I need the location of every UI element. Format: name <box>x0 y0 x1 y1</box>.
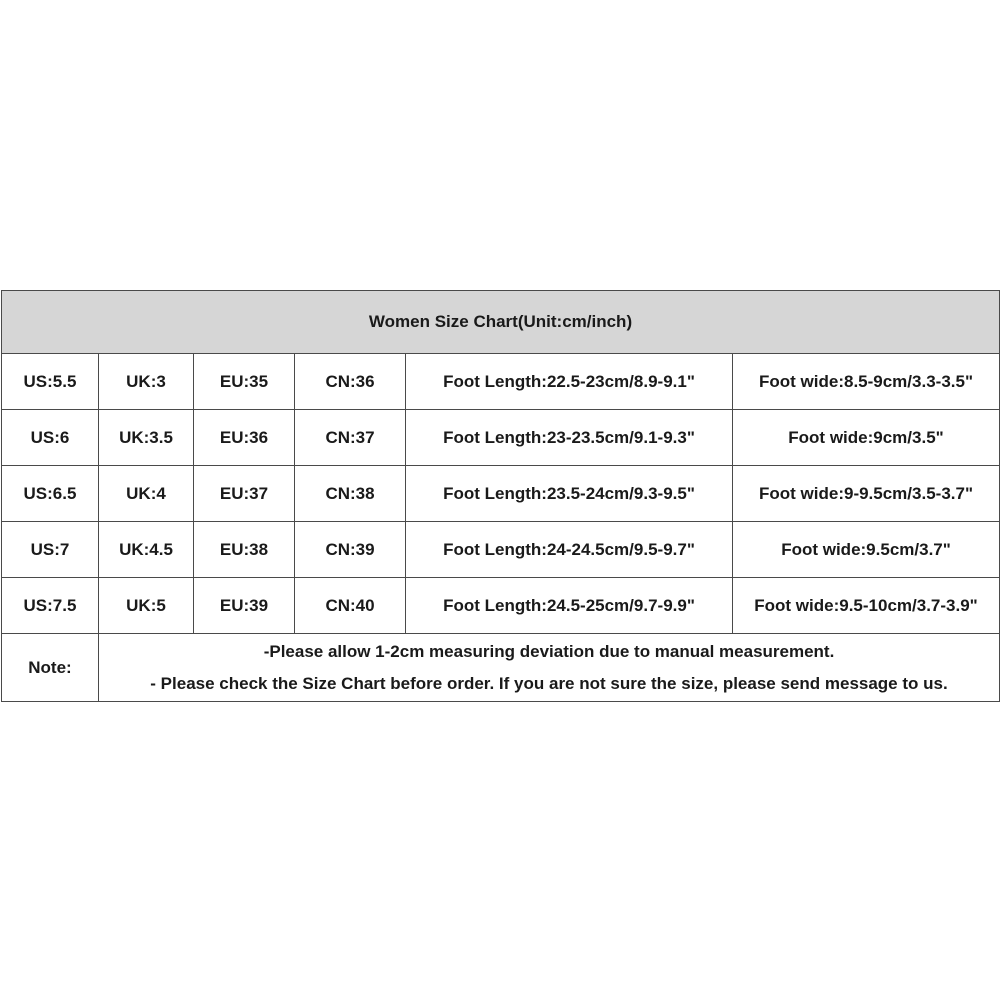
foot-length-cell: Foot Length:23-23.5cm/9.1-9.3" <box>406 410 733 466</box>
us-size-cell: US:6 <box>2 410 99 466</box>
chart-title: Women Size Chart(Unit:cm/inch) <box>2 291 1000 354</box>
eu-size-cell: EU:37 <box>194 466 295 522</box>
note-line-2: - Please check the Size Chart before order. If you are not sure the size, please send message to us. <box>150 673 948 693</box>
eu-size-cell: EU:39 <box>194 578 295 634</box>
table-row <box>2 466 1000 522</box>
size-chart-table <box>1 290 1000 702</box>
us-size-cell: US:7.5 <box>2 578 99 634</box>
foot-length-cell: Foot Length:24-24.5cm/9.5-9.7" <box>406 522 733 578</box>
foot-length-cell: Foot Length:22.5-23cm/8.9-9.1" <box>406 354 733 410</box>
eu-size-cell: EU:35 <box>194 354 295 410</box>
cn-size-cell: CN:36 <box>295 354 406 410</box>
foot-length-cell: Foot Length:23.5-24cm/9.3-9.5" <box>406 466 733 522</box>
uk-size-cell: UK:3 <box>99 354 194 410</box>
title-row <box>2 291 1000 354</box>
cn-size-cell: CN:39 <box>295 522 406 578</box>
us-size-cell: US:7 <box>2 522 99 578</box>
cn-size-cell: CN:37 <box>295 410 406 466</box>
foot-length-cell: Foot Length:24.5-25cm/9.7-9.9" <box>406 578 733 634</box>
cn-size-cell: CN:40 <box>295 578 406 634</box>
table-row <box>2 578 1000 634</box>
foot-wide-cell: Foot wide:9.5-10cm/3.7-3.9" <box>733 578 1000 634</box>
foot-wide-cell: Foot wide:9-9.5cm/3.5-3.7" <box>733 466 1000 522</box>
foot-wide-cell: Foot wide:8.5-9cm/3.3-3.5" <box>733 354 1000 410</box>
note-line-1: -Please allow 1-2cm measuring deviation due to manual measurement. <box>263 641 835 661</box>
eu-size-cell: EU:38 <box>194 522 295 578</box>
cn-size-cell: CN:38 <box>295 466 406 522</box>
note-text <box>99 634 1000 702</box>
note-row <box>2 634 1000 702</box>
uk-size-cell: UK:4.5 <box>99 522 194 578</box>
table-row <box>2 354 1000 410</box>
uk-size-cell: UK:5 <box>99 578 194 634</box>
note-label: Note: <box>2 634 99 702</box>
uk-size-cell: UK:3.5 <box>99 410 194 466</box>
us-size-cell: US:5.5 <box>2 354 99 410</box>
table-row <box>2 522 1000 578</box>
foot-wide-cell: Foot wide:9cm/3.5" <box>733 410 1000 466</box>
table-row <box>2 410 1000 466</box>
foot-wide-cell: Foot wide:9.5cm/3.7" <box>733 522 1000 578</box>
eu-size-cell: EU:36 <box>194 410 295 466</box>
uk-size-cell: UK:4 <box>99 466 194 522</box>
us-size-cell: US:6.5 <box>2 466 99 522</box>
